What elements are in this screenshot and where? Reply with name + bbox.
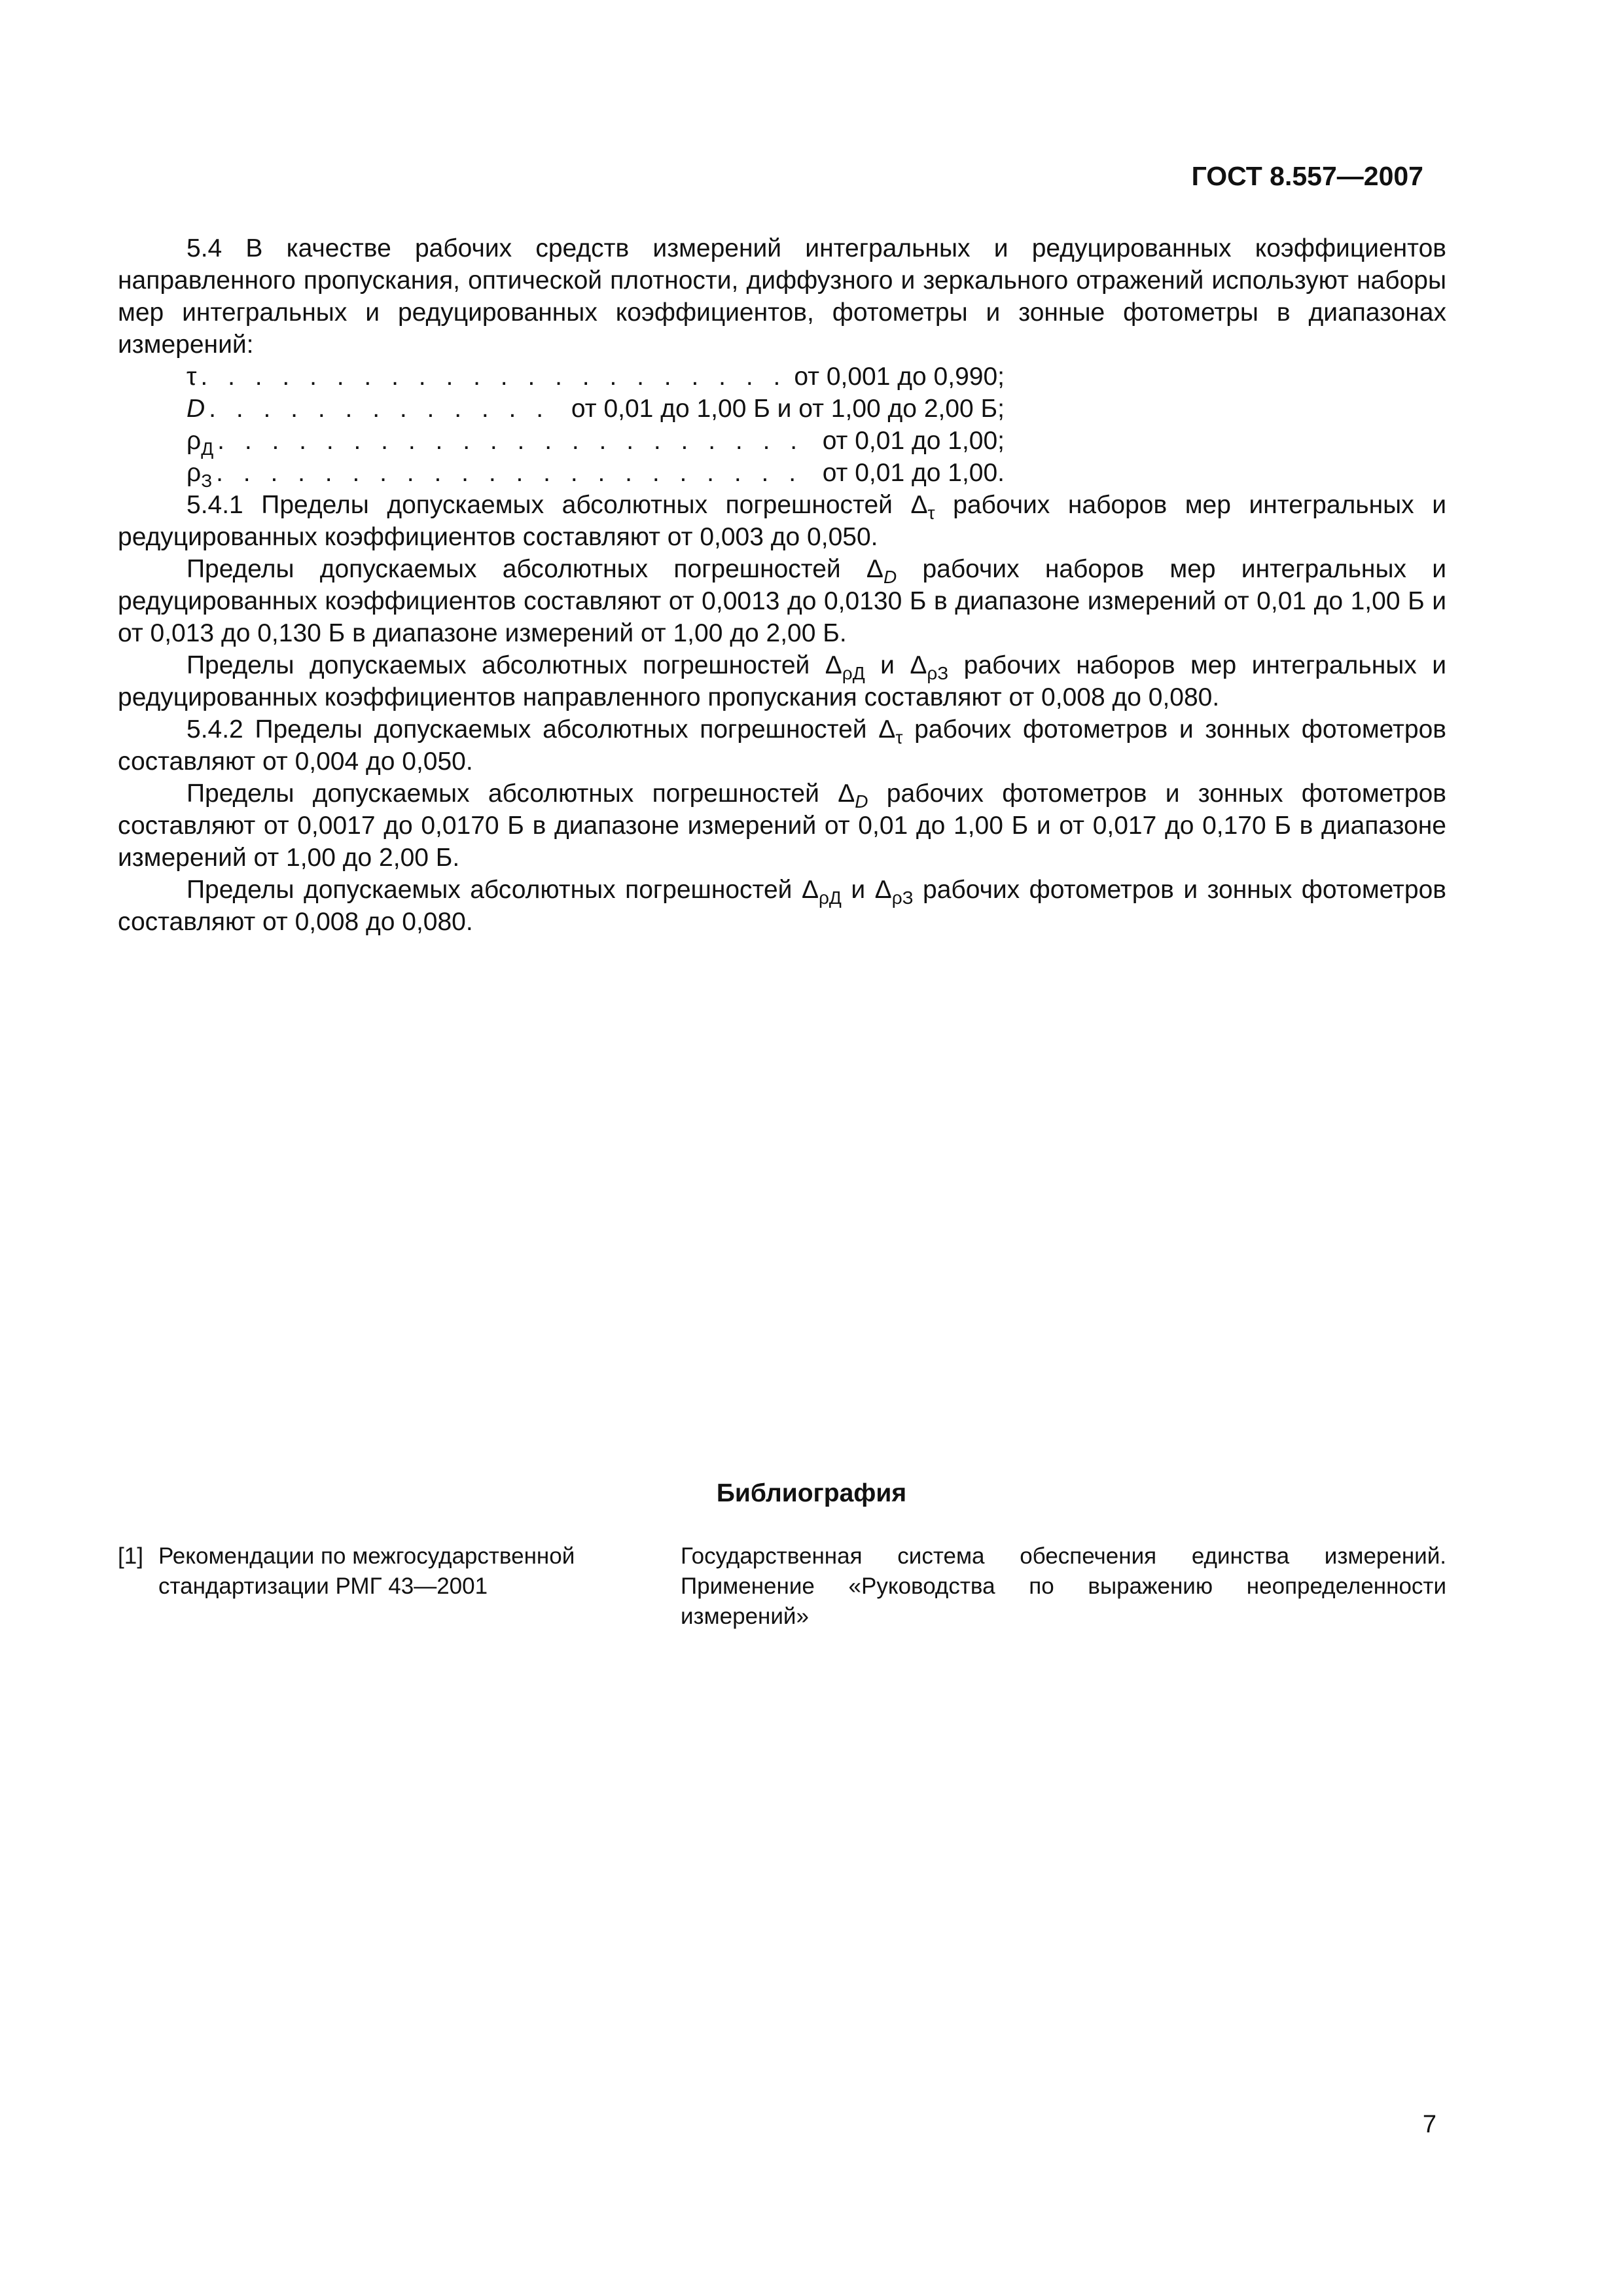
range-symbol: τ (187, 363, 197, 391)
paragraph-5-4-2: 5.4.2 Пределы допускаемых абсолютных погрешностей $\Delta_\tau$ рабочих фотометров и зонных фотометров составляют от 0,004 до 0,050. (118, 715, 1446, 776)
bibliography-title: Государственная система обеспечения единства измерений. Применение «Руководства по выражению неопределенности измерений» (681, 1543, 1446, 1629)
bibliography-heading: Библиография (716, 1479, 907, 1507)
range-row-rho-d (118, 425, 1005, 457)
range-symbol: D (187, 395, 205, 423)
range-row-rho-z (118, 457, 1005, 489)
measurement-ranges-list (118, 361, 1446, 489)
leader-dots (217, 425, 816, 457)
bibliography-number: [1] (118, 1543, 143, 1569)
leader-dots (209, 393, 565, 425)
range-value: от 0,01 до 1,00; (822, 427, 1005, 455)
bibliography-reference (118, 1541, 609, 1632)
leader-dots (200, 361, 787, 393)
paragraph-5-4-1: 5.4.1 Пределы допускаемых абсолютных погрешностей $\Delta_\tau$ рабочих наборов мер интегральных и редуцированных коэффициентов составляют от 0,003 до 0,050. (118, 491, 1446, 551)
range-row-density (118, 393, 1005, 425)
paragraph-5-4-2-density: Пределы допускаемых абсолютных погрешностей $\Delta_D$ рабочих фотометров и зонных фотометров составляют от 0,0017 до 0,0170 Б в диапазоне измерений от 0,01 до 1,00 Б и от 0,017 до 0,170 Б в диапазоне измерений от 1,00 до 2,00 Б. (118, 780, 1447, 872)
range-value: от 0,01 до 1,00 Б и от 1,00 до 2,00 Б; (571, 395, 1005, 423)
paragraph-5-4-2-reflection: Пределы допускаемых абсолютных погрешностей $\Delta_{\rho Д}$ и $\Delta_{\rho З}$ рабочих фотометров и зонных фотометров составляют от 0,008 до 0,080. (118, 876, 1447, 936)
range-row-tau (118, 361, 1005, 393)
page-number: 7 (1422, 2111, 1436, 2138)
bibliography-source: Рекомендации по межгосударственной стандартизации РМГ 43—2001 (158, 1543, 575, 1599)
paragraph-5-4-1-density: Пределы допускаемых абсолютных погрешностей $\Delta_D$ рабочих наборов мер интегральных и редуцированных коэффициентов составляют от 0,0013 до 0,0130 Б в диапазоне измерений от 0,01 до 1,00 Б и от 0,013 до 0,130 Б в диапазоне измерений от 1,00 до 2,00 Б. (118, 555, 1446, 647)
bibliography-entry (118, 1541, 1446, 1632)
range-symbol: $\rho_Д$ (187, 427, 214, 459)
paragraph-5-4-intro: 5.4 В качестве рабочих средств измерений интегральных и редуцированных коэффициентов направленного пропускания, оптической плотности, диффузного и зеркального отражений используют наборы мер интегральных и редуцированных коэффициентов, фотометры и зонные фотометры в диапазонах измерений: (118, 234, 1446, 359)
document-id-header: ГОСТ 8.557—2007 (1191, 161, 1423, 191)
main-text (118, 232, 1446, 938)
range-value: от 0,001 до 0,990; (794, 363, 1005, 391)
range-symbol: $\rho_З$ (187, 459, 213, 491)
paragraph-5-4-1-reflection: Пределы допускаемых абсолютных погрешностей $\Delta_{\rho Д}$ и $\Delta_{\rho З}$ рабочих наборов мер интегральных и редуцированных коэффициентов направленного пропускания составляют от 0,008 до 0,080. (118, 651, 1446, 711)
leader-dots (216, 457, 816, 489)
range-value: от 0,01 до 1,00. (822, 459, 1005, 487)
